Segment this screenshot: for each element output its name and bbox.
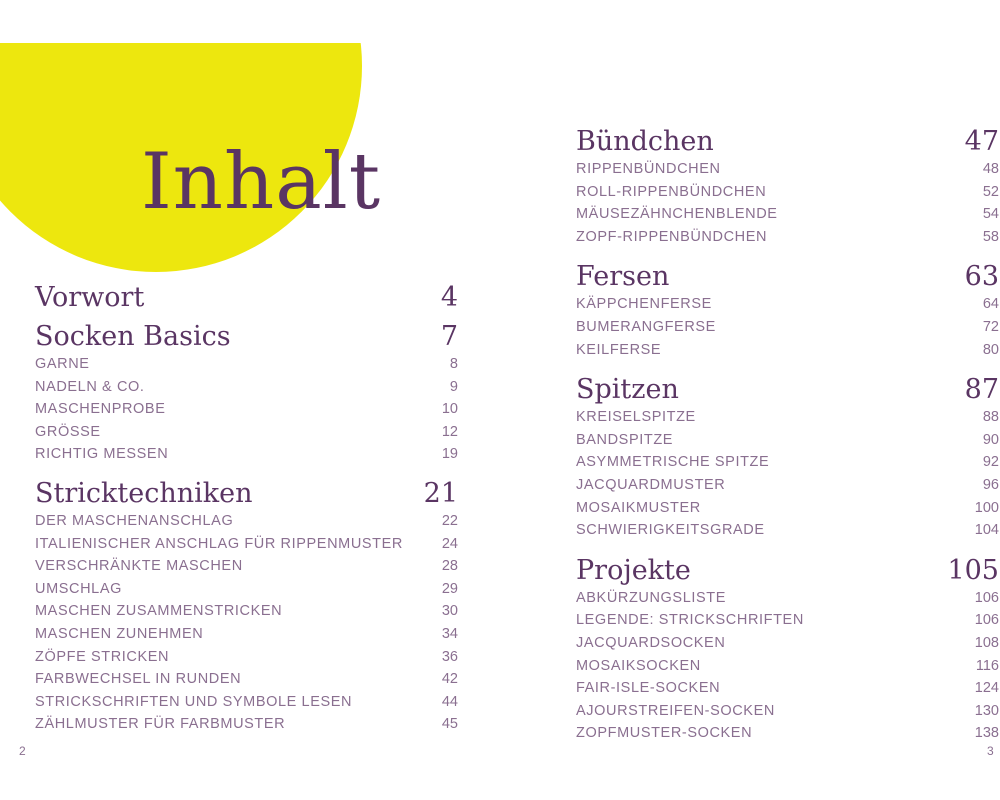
entry-label: JACQUARDSOCKEN [576,634,726,651]
entry-label: GRÖSSE [35,423,101,440]
toc-entry[interactable] [576,722,999,745]
section-title: Bündchen [576,126,714,157]
section-page-number: 105 [947,554,999,586]
toc-entry[interactable] [35,600,458,623]
toc-entry[interactable] [576,632,999,655]
page-title: Inhalt [141,137,382,227]
entry-label: MOSAIKMUSTER [576,499,701,516]
toc-entry[interactable] [576,587,999,610]
entry-label: SCHWIERIGKEITSGRADE [576,522,765,539]
toc-entry[interactable] [35,668,458,691]
entry-page-number: 54 [982,206,999,223]
entry-page-number: 106 [974,589,999,606]
entry-label: ASYMMETRISCHE SPITZE [576,454,770,471]
entry-label: RIPPENBÜNDCHEN [576,161,721,177]
entry-label: ZOPFMUSTER-SOCKEN [576,725,753,742]
toc-entry[interactable] [576,700,999,723]
toc-entry[interactable] [35,443,458,466]
page-number-right: 3 [987,744,994,758]
section-heading[interactable] [576,374,999,406]
toc-entry[interactable] [576,406,999,429]
toc-entry[interactable] [576,429,999,452]
entry-page-number: 124 [974,680,999,697]
entry-label: KEILFERSE [576,341,662,358]
entry-label: MASCHEN ZUSAMMENSTRICKEN [35,603,283,620]
top-margin [0,0,1000,43]
toc-left-column [35,282,458,736]
toc-right-column [576,126,999,745]
toc-section [576,374,999,542]
entry-label: ROLL-RIPPENBÜNDCHEN [576,183,767,200]
toc-section [576,126,999,248]
entry-page-number: 100 [974,499,999,516]
toc-section [35,321,458,466]
toc-entry[interactable] [35,623,458,646]
entry-label: RICHTIG MESSEN [35,446,169,463]
entry-label: ITALIENISCHER ANSCHLAG FÜR RIPPENMUSTER [35,535,403,552]
entry-page-number: 19 [441,446,458,463]
entry-label: FAIR-ISLE-SOCKEN [576,680,721,697]
section-heading[interactable] [576,261,999,293]
toc-entry[interactable] [35,691,458,714]
section-title: Spitzen [576,374,679,406]
section-heading[interactable] [35,282,458,314]
toc-entry[interactable] [576,497,999,520]
section-page-number: 4 [440,282,458,313]
entry-page-number: 29 [441,580,458,597]
entry-page-number: 30 [441,603,458,620]
toc-entry[interactable] [576,474,999,497]
section-heading[interactable] [576,126,999,158]
entry-page-number: 52 [982,183,999,200]
entry-page-number: 104 [974,522,999,539]
entry-page-number: 42 [441,671,458,688]
toc-entry[interactable] [35,421,458,444]
toc-entry[interactable] [35,398,458,421]
entry-page-number: 116 [975,657,999,674]
entry-page-number: 22 [441,512,458,529]
toc-entry[interactable] [576,293,999,316]
toc-entry[interactable] [576,339,999,362]
entry-label: KÄPPCHENFERSE [576,296,712,313]
entry-label: DER MASCHENANSCHLAG [35,512,234,529]
entry-page-number: 96 [982,476,999,493]
entry-page-number: 34 [441,625,458,642]
entry-page-number: 88 [982,409,999,426]
toc-entry[interactable] [576,316,999,339]
entry-label: ABKÜRZUNGSLISTE [576,589,726,606]
toc-entry[interactable] [576,181,999,204]
entry-page-number: 58 [982,228,999,245]
toc-entry[interactable] [576,677,999,700]
entry-label: ZOPF-RIPPENBÜNDCHEN [576,228,768,245]
entry-page-number: 64 [982,296,999,313]
entry-label: JACQUARDMUSTER [576,476,726,493]
entry-label: MASCHEN ZUNEHMEN [35,625,204,642]
toc-entry[interactable] [35,353,458,376]
section-heading[interactable] [576,555,999,587]
toc-entry[interactable] [35,533,458,556]
toc-entry[interactable] [35,376,458,399]
toc-entry[interactable] [576,451,999,474]
entry-page-number: 138 [974,725,999,742]
entry-label: NADELN & CO. [35,378,145,395]
entry-label: VERSCHRÄNKTE MASCHEN [35,558,243,575]
toc-entry[interactable] [35,713,458,736]
toc-section [576,555,999,745]
toc-entry[interactable] [35,646,458,669]
section-page-number: 47 [964,126,999,157]
section-title: Socken Basics [35,321,231,352]
section-page-number: 63 [964,261,999,293]
entry-page-number: 24 [441,535,458,552]
section-title: Fersen [576,261,670,293]
entry-label: MÄUSEZÄHNCHENBLENDE [576,206,778,223]
section-title: Stricktechniken [35,477,253,509]
entry-label: ZÄHLMUSTER FÜR FARBMUSTER [35,716,286,733]
entry-page-number: 36 [441,648,458,665]
toc-entry[interactable] [35,578,458,601]
toc-entry[interactable] [576,609,999,632]
toc-entry[interactable] [35,555,458,578]
entry-page-number: 72 [982,318,999,335]
entry-label: BUMERANGFERSE [576,318,716,335]
section-page-number: 87 [964,374,999,406]
toc-entry[interactable] [576,519,999,542]
page-number-left: 2 [19,744,26,758]
entry-page-number: 8 [449,356,458,372]
toc-entry[interactable] [576,226,999,249]
entry-label: STRICKSCHRIFTEN UND SYMBOLE LESEN [35,693,353,710]
entry-label: FARBWECHSEL IN RUNDEN [35,671,242,688]
toc-entry[interactable] [576,203,999,226]
toc-section [576,261,999,361]
toc-section [35,478,458,736]
entry-label: MOSAIKSOCKEN [576,657,701,674]
entry-page-number: 44 [441,693,458,710]
entry-page-number: 108 [974,634,999,651]
toc-entry[interactable] [576,158,999,181]
section-heading[interactable] [35,321,458,353]
section-heading[interactable] [35,478,458,510]
entry-page-number: 12 [441,423,458,440]
entry-label: KREISELSPITZE [576,409,696,426]
entry-page-number: 28 [441,558,458,575]
toc-entry[interactable] [35,510,458,533]
entry-label: LEGENDE: STRICKSCHRIFTEN [576,612,804,629]
entry-page-number: 45 [441,716,458,733]
entry-label: GARNE [35,356,90,372]
section-title: Projekte [576,554,691,586]
entry-page-number: 48 [982,161,999,177]
toc-section [35,282,458,314]
entry-label: ZÖPFE STRICKEN [35,648,170,665]
section-page-number: 21 [423,477,458,509]
entry-page-number: 92 [982,454,999,471]
entry-label: AJOURSTREIFEN-SOCKEN [576,702,775,719]
entry-label: BANDSPITZE [576,431,674,448]
entry-label: UMSCHLAG [35,580,122,597]
entry-page-number: 90 [982,431,999,448]
section-page-number: 7 [440,321,458,352]
entry-label: MASCHENPROBE [35,401,166,418]
toc-entry[interactable] [576,655,999,678]
entry-page-number: 10 [441,401,458,418]
entry-page-number: 80 [982,341,999,358]
entry-page-number: 106 [974,612,999,629]
section-title: Vorwort [35,282,145,313]
entry-page-number: 9 [449,378,458,395]
entry-page-number: 130 [974,702,999,719]
